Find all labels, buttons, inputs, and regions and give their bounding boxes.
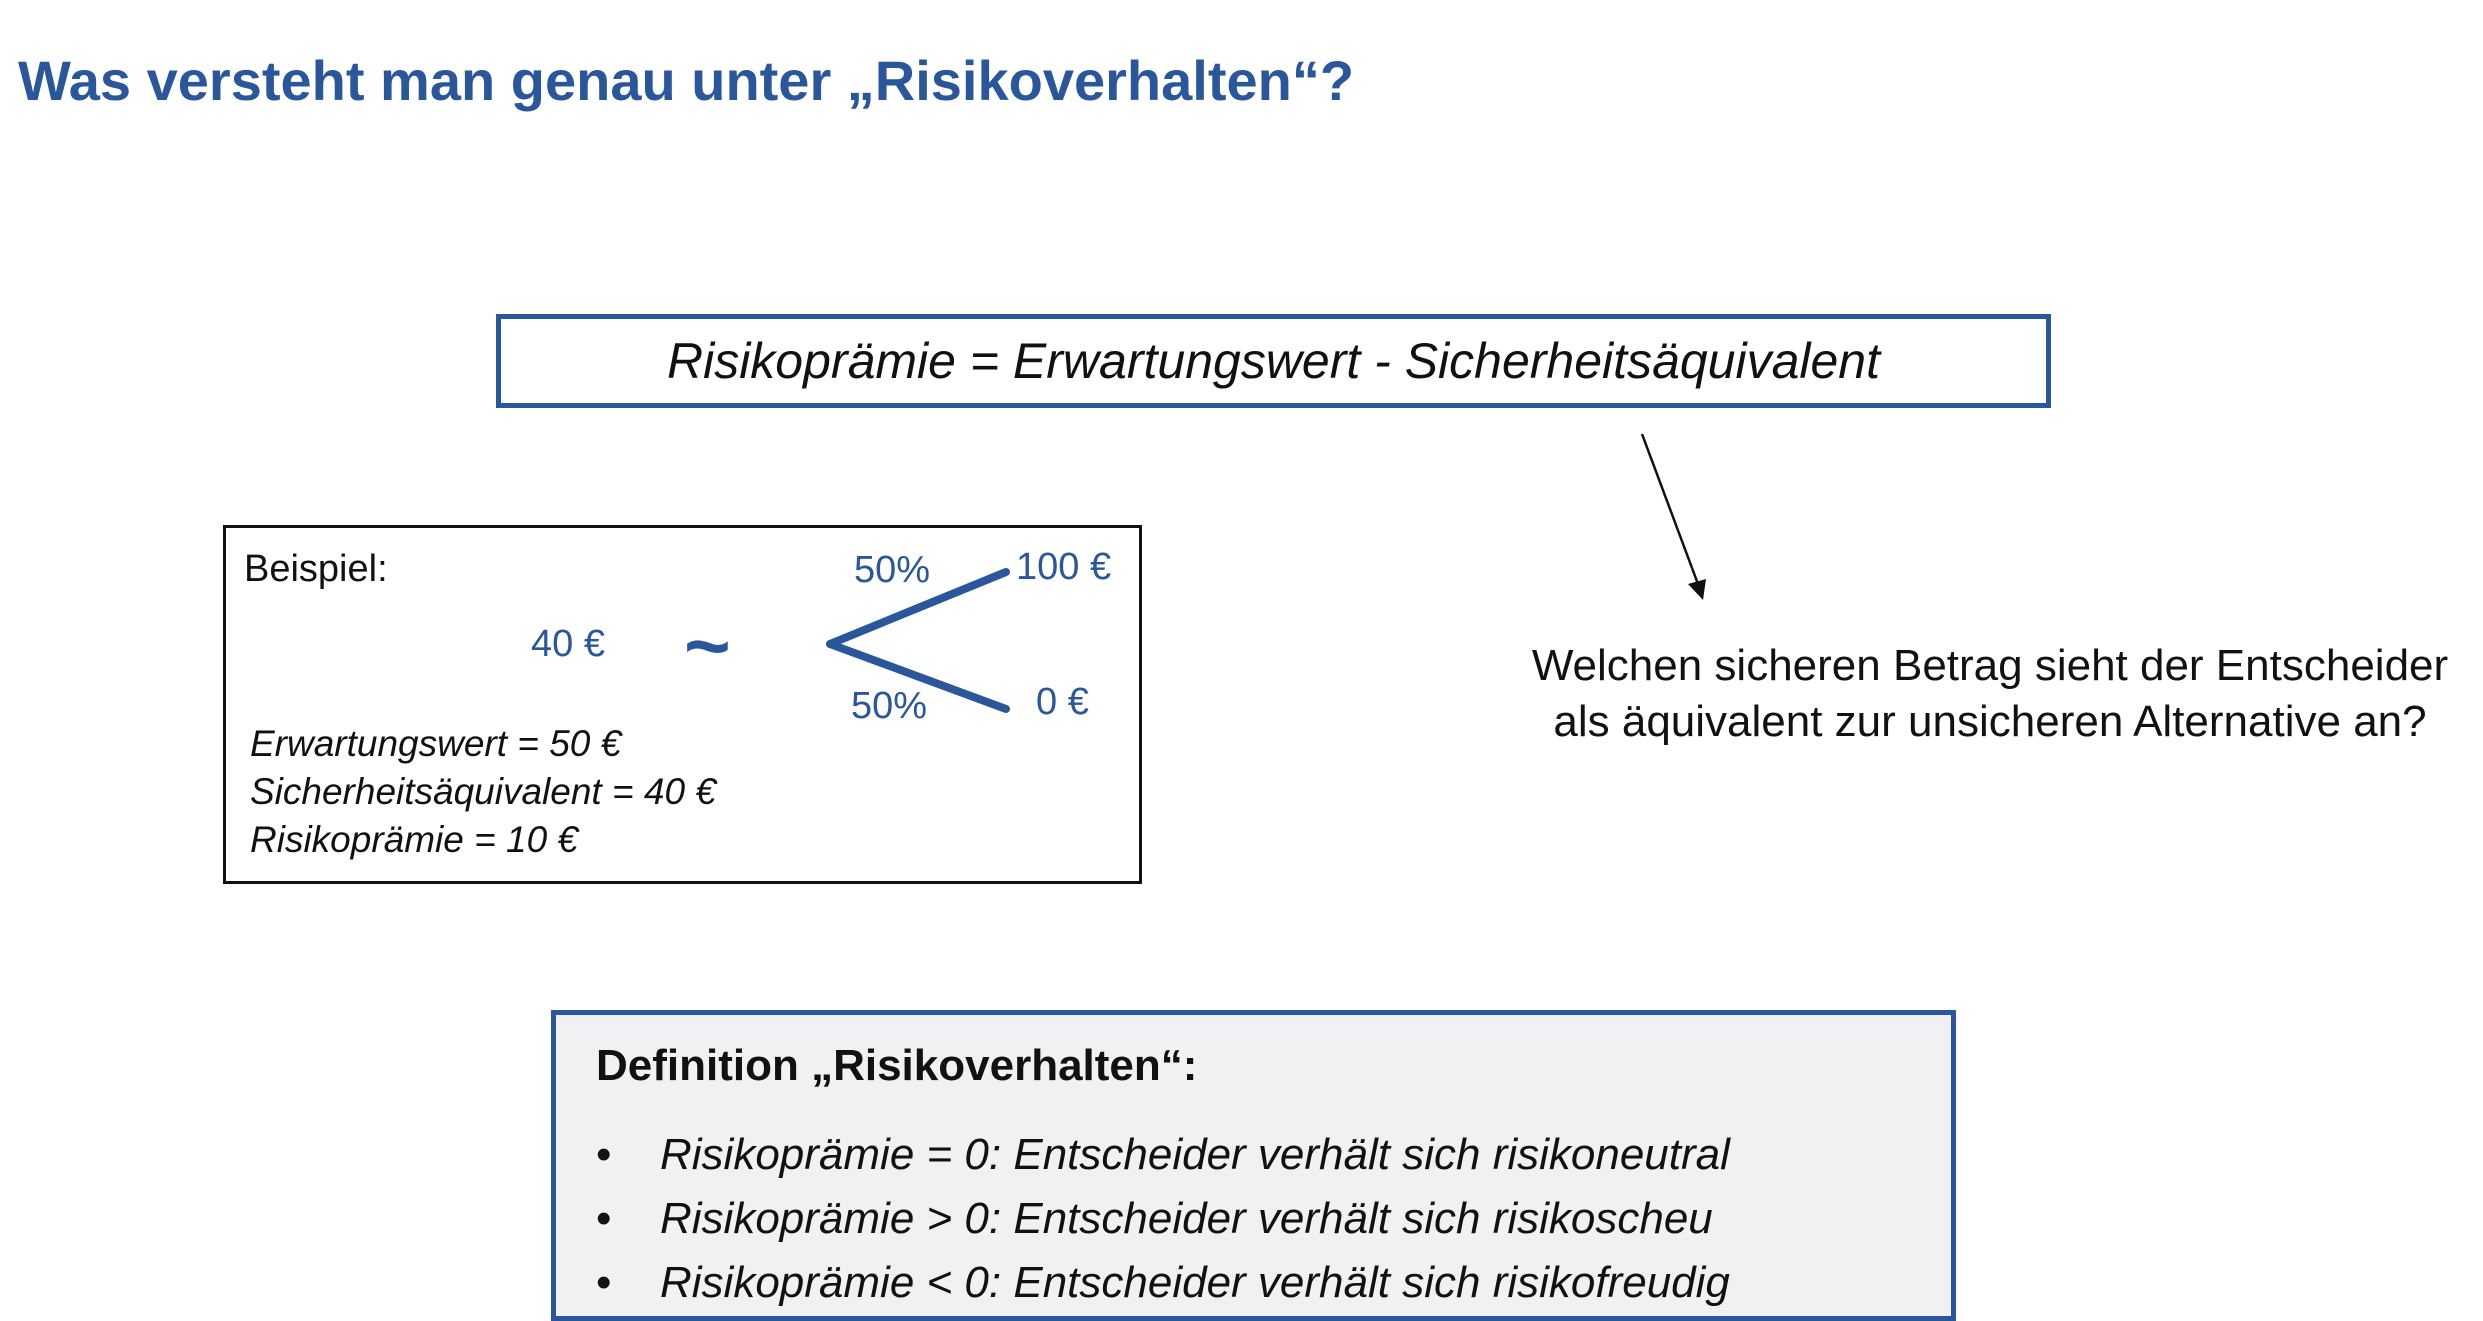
definition-list bbox=[596, 1123, 1730, 1315]
list-item bbox=[596, 1187, 1730, 1251]
outcome-upper: 100 € bbox=[1016, 546, 1112, 588]
list-item bbox=[596, 1123, 1730, 1187]
outcome-lower: 0 € bbox=[1036, 681, 1089, 723]
question-line-1: Welchen sicheren Betrag sieht der Entscheider bbox=[1531, 641, 2449, 690]
definition-box bbox=[551, 1010, 1956, 1321]
probability-lower: 50% bbox=[851, 685, 928, 727]
example-label: Beispiel: bbox=[244, 548, 388, 590]
risk-premium-line: Risikoprämie = 10 € bbox=[250, 819, 579, 860]
slide-title: Was versteht man genau unter „Risikoverhalten“? bbox=[18, 49, 1355, 112]
formula-text: Risikoprämie = Erwartungswert - Sicherheitsäquivalent bbox=[666, 333, 1880, 389]
expected-value-line: Erwartungswert = 50 € bbox=[250, 723, 622, 764]
bullet-icon: • bbox=[596, 1194, 612, 1243]
question-text bbox=[1500, 638, 2480, 750]
definition-item-neutral: Risikoprämie = 0: Entscheider verhält sich risikoneutral bbox=[660, 1130, 1730, 1179]
list-item bbox=[596, 1251, 1730, 1315]
definition-item-averse: Risikoprämie > 0: Entscheider verhält sich risikoscheu bbox=[660, 1194, 1713, 1243]
probability-upper: 50% bbox=[854, 549, 931, 591]
indifference-symbol: ~ bbox=[684, 601, 731, 690]
example-calculation bbox=[250, 720, 716, 864]
arrow-head bbox=[1688, 579, 1706, 600]
arrow-line bbox=[1642, 434, 1698, 584]
certainty-equivalent-line: Sicherheitsäquivalent = 40 € bbox=[250, 771, 716, 812]
definition-item-seeking: Risikoprämie < 0: Entscheider verhält sich risikofreudig bbox=[660, 1258, 1730, 1307]
certain-amount: 40 € bbox=[531, 623, 605, 665]
question-line-2: als äquivalent zur unsicheren Alternative an? bbox=[1553, 697, 2427, 746]
bullet-icon: • bbox=[596, 1130, 612, 1179]
definition-title: Definition „Risikoverhalten“: bbox=[596, 1041, 1198, 1090]
bullet-icon: • bbox=[596, 1258, 612, 1307]
formula-box bbox=[496, 314, 2051, 408]
example-box bbox=[223, 525, 1142, 884]
